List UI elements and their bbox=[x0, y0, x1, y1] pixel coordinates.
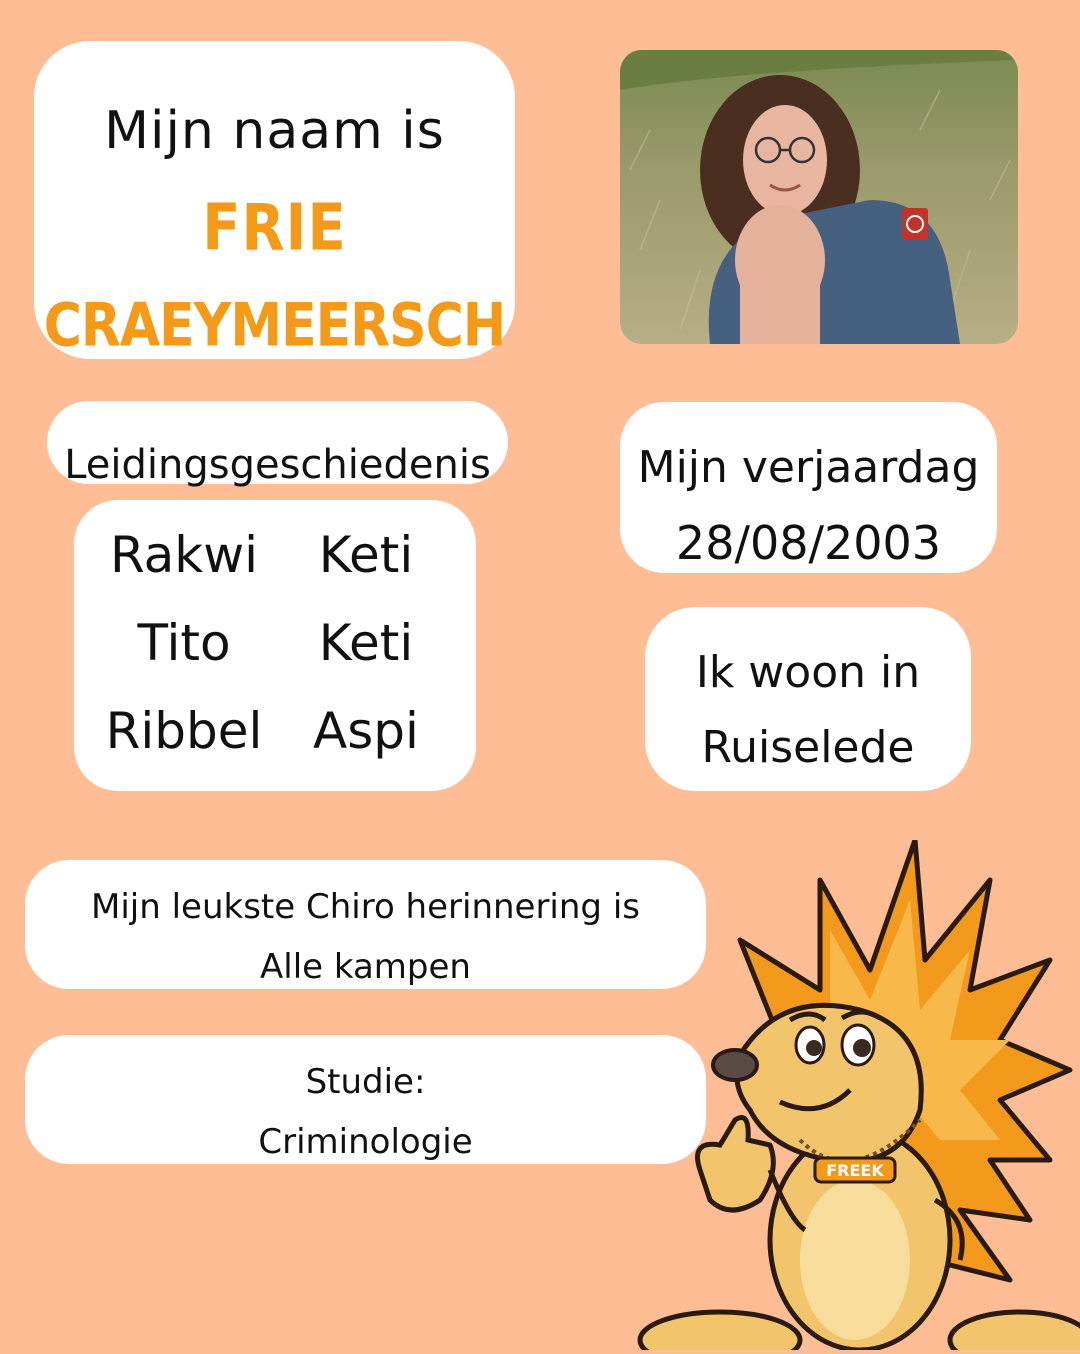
last-name: CRAEYMEERSCH bbox=[43, 291, 506, 361]
birthday-card bbox=[620, 402, 997, 573]
memory-card bbox=[25, 860, 706, 989]
history-group: Ribbel bbox=[105, 702, 263, 760]
history-card bbox=[74, 500, 476, 791]
history-group: Tito bbox=[137, 614, 231, 672]
hedgehog-mascot bbox=[630, 840, 1080, 1350]
memory-label: Mijn leukste Chiro herinnering is bbox=[91, 887, 640, 927]
first-name: FRIE bbox=[202, 191, 347, 266]
necklace-label: FREEK bbox=[826, 1161, 884, 1180]
hedgehog-icon bbox=[630, 840, 1080, 1350]
history-role: Aspi bbox=[313, 702, 419, 760]
profile-photo bbox=[620, 50, 1018, 344]
residence-value: Ruiselede bbox=[701, 722, 915, 773]
memory-value: Alle kampen bbox=[260, 947, 471, 987]
residence-card bbox=[645, 607, 971, 791]
name-card bbox=[34, 41, 515, 359]
history-title-card bbox=[47, 401, 508, 488]
person-photo-image bbox=[620, 50, 1018, 344]
birthday-label: Mijn verjaardag bbox=[637, 442, 980, 493]
history-group: Rakwi bbox=[109, 526, 259, 584]
history-role: Keti bbox=[318, 614, 414, 672]
history-role: Keti bbox=[318, 526, 414, 584]
residence-label: Ik woon in bbox=[695, 647, 921, 698]
name-intro: Mijn naam is bbox=[104, 101, 445, 161]
study-value: Criminologie bbox=[258, 1122, 473, 1162]
history-title: Leidingsgeschiedenis bbox=[64, 442, 491, 488]
birthday-value: 28/08/2003 bbox=[675, 516, 942, 570]
study-card bbox=[25, 1035, 706, 1164]
study-label: Studie: bbox=[305, 1062, 426, 1102]
